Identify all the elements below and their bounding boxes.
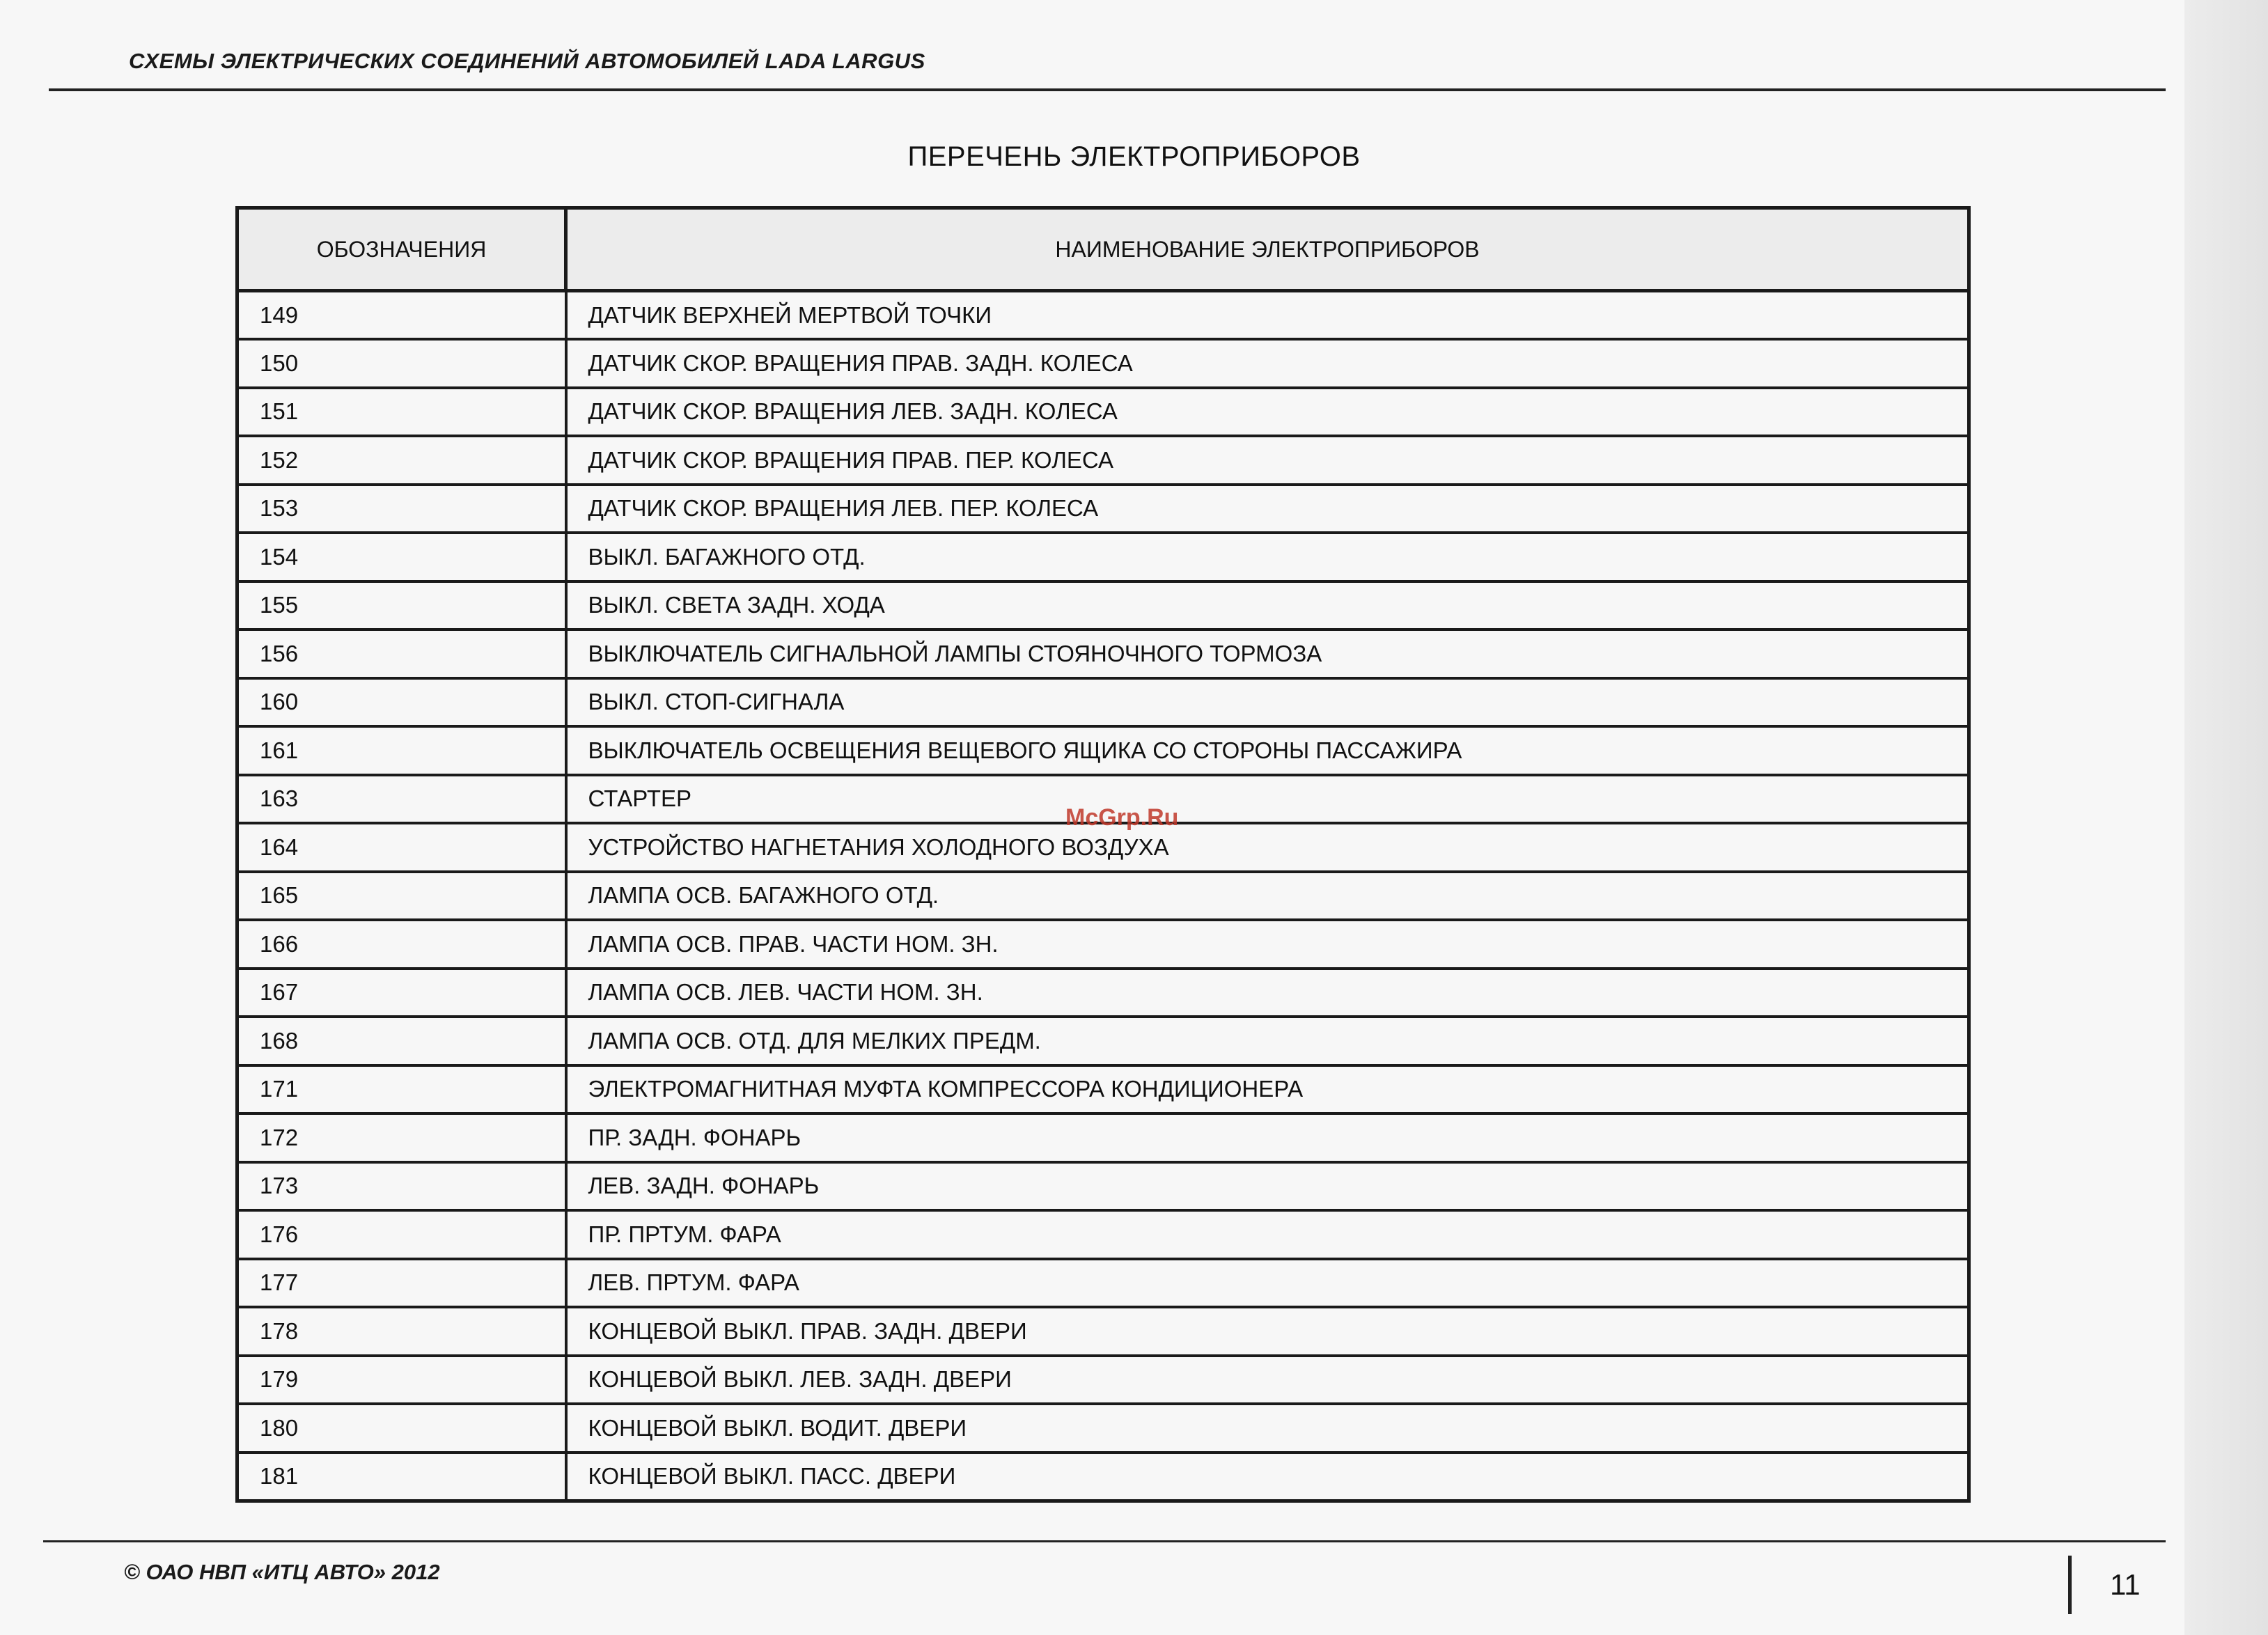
table-row (237, 726, 1969, 775)
row-code: 153 (237, 485, 566, 533)
row-code: 154 (237, 533, 566, 581)
row-code: 165 (237, 872, 566, 921)
table-row (237, 1404, 1969, 1453)
row-name: ВЫКЛЮЧАТЕЛЬ ОСВЕЩЕНИЯ ВЕЩЕВОГО ЯЩИКА СО СТОРОНЫ ПАССАЖИРА (566, 726, 1969, 775)
row-code: 178 (237, 1307, 566, 1356)
table-row (237, 291, 1969, 340)
running-header: СХЕМЫ ЭЛЕКТРИЧЕСКИХ СОЕДИНЕНИЙ АВТОМОБИЛЕЙ LADA LARGUS (129, 49, 925, 73)
footer-rule (43, 1540, 2166, 1542)
row-name: КОНЦЕВОЙ ВЫКЛ. ПРАВ. ЗАДН. ДВЕРИ (566, 1307, 1969, 1356)
row-name: ВЫКЛЮЧАТЕЛЬ СИГНАЛЬНОЙ ЛАМПЫ СТОЯНОЧНОГО ТОРМОЗА (566, 629, 1969, 678)
table-header-row (237, 208, 1969, 291)
watermark: McGrp.Ru (1065, 804, 1179, 831)
row-name: КОНЦЕВОЙ ВЫКЛ. ПАСС. ДВЕРИ (566, 1453, 1969, 1501)
table-row (237, 1210, 1969, 1259)
row-code: 173 (237, 1162, 566, 1211)
row-code: 161 (237, 726, 566, 775)
row-name: ЛЕВ. ПРТУМ. ФАРА (566, 1259, 1969, 1308)
row-code: 149 (237, 291, 566, 340)
row-code: 155 (237, 581, 566, 630)
row-code: 167 (237, 969, 566, 1017)
table-row (237, 1113, 1969, 1162)
row-code: 151 (237, 388, 566, 437)
row-name: УСТРОЙСТВО НАГНЕТАНИЯ ХОЛОДНОГО ВОЗДУХА (566, 823, 1969, 872)
row-name: ЛАМПА ОСВ. ЛЕВ. ЧАСТИ НОМ. ЗН. (566, 969, 1969, 1017)
row-name: КОНЦЕВОЙ ВЫКЛ. ЛЕВ. ЗАДН. ДВЕРИ (566, 1356, 1969, 1405)
row-code: 177 (237, 1259, 566, 1308)
table-row (237, 1162, 1969, 1211)
table-row (237, 969, 1969, 1017)
row-code: 160 (237, 678, 566, 727)
table-row (237, 533, 1969, 581)
header-rule (49, 88, 2166, 91)
row-name: ПР. ЗАДН. ФОНАРЬ (566, 1113, 1969, 1162)
row-name: ЛАМПА ОСВ. БАГАЖНОГО ОТД. (566, 872, 1969, 921)
table-row (237, 581, 1969, 630)
row-code: 181 (237, 1453, 566, 1501)
table-row (237, 678, 1969, 727)
row-name: СТАРТЕР (566, 775, 1969, 824)
table-row (237, 1356, 1969, 1405)
table-row (237, 1307, 1969, 1356)
page-edge-shadow (2184, 0, 2268, 1635)
table-row (237, 1453, 1969, 1501)
row-code: 171 (237, 1065, 566, 1114)
table-row (237, 339, 1969, 388)
table-row (237, 1065, 1969, 1114)
row-code: 168 (237, 1017, 566, 1065)
row-name: ЭЛЕКТРОМАГНИТНАЯ МУФТА КОМПРЕССОРА КОНДИЦИОНЕРА (566, 1065, 1969, 1114)
row-code: 163 (237, 775, 566, 824)
table-row (237, 872, 1969, 921)
row-code: 180 (237, 1404, 566, 1453)
table-row (237, 1259, 1969, 1308)
row-name: ПР. ПРТУМ. ФАРА (566, 1210, 1969, 1259)
row-name: ЛАМПА ОСВ. ОТД. ДЛЯ МЕЛКИХ ПРЕДМ. (566, 1017, 1969, 1065)
row-code: 150 (237, 339, 566, 388)
device-table (235, 206, 1971, 1503)
table-row (237, 1017, 1969, 1065)
page-number: 11 (2110, 1568, 2141, 1601)
row-name: ДАТЧИК СКОР. ВРАЩЕНИЯ ПРАВ. ЗАДН. КОЛЕСА (566, 339, 1969, 388)
row-code: 179 (237, 1356, 566, 1405)
document-title: ПЕРЕЧЕНЬ ЭЛЕКТРОПРИБОРОВ (907, 141, 1361, 172)
row-name: ДАТЧИК СКОР. ВРАЩЕНИЯ ПРАВ. ПЕР. КОЛЕСА (566, 436, 1969, 485)
row-name: ВЫКЛ. СВЕТА ЗАДН. ХОДА (566, 581, 1969, 630)
footer-copyright: © ОАО НВП «ИТЦ АВТО» 2012 (124, 1560, 440, 1584)
table-row (237, 436, 1969, 485)
column-header-code: ОБОЗНАЧЕНИЯ (237, 208, 566, 291)
row-code: 156 (237, 629, 566, 678)
table-row (237, 920, 1969, 969)
row-name: ВЫКЛ. СТОП-СИГНАЛА (566, 678, 1969, 727)
table-row (237, 388, 1969, 437)
page-number-separator (2068, 1556, 2072, 1614)
table-row (237, 485, 1969, 533)
column-header-name: НАИМЕНОВАНИЕ ЭЛЕКТРОПРИБОРОВ (566, 208, 1969, 291)
row-name: ЛАМПА ОСВ. ПРАВ. ЧАСТИ НОМ. ЗН. (566, 920, 1969, 969)
row-code: 164 (237, 823, 566, 872)
row-name: ДАТЧИК СКОР. ВРАЩЕНИЯ ЛЕВ. ЗАДН. КОЛЕСА (566, 388, 1969, 437)
row-name: КОНЦЕВОЙ ВЫКЛ. ВОДИТ. ДВЕРИ (566, 1404, 1969, 1453)
table-body (237, 291, 1969, 1501)
row-name: ЛЕВ. ЗАДН. ФОНАРЬ (566, 1162, 1969, 1211)
row-name: ВЫКЛ. БАГАЖНОГО ОТД. (566, 533, 1969, 581)
row-code: 166 (237, 920, 566, 969)
row-code: 152 (237, 436, 566, 485)
row-code: 172 (237, 1113, 566, 1162)
row-name: ДАТЧИК СКОР. ВРАЩЕНИЯ ЛЕВ. ПЕР. КОЛЕСА (566, 485, 1969, 533)
table-row (237, 629, 1969, 678)
row-code: 176 (237, 1210, 566, 1259)
row-name: ДАТЧИК ВЕРХНЕЙ МЕРТВОЙ ТОЧКИ (566, 291, 1969, 340)
